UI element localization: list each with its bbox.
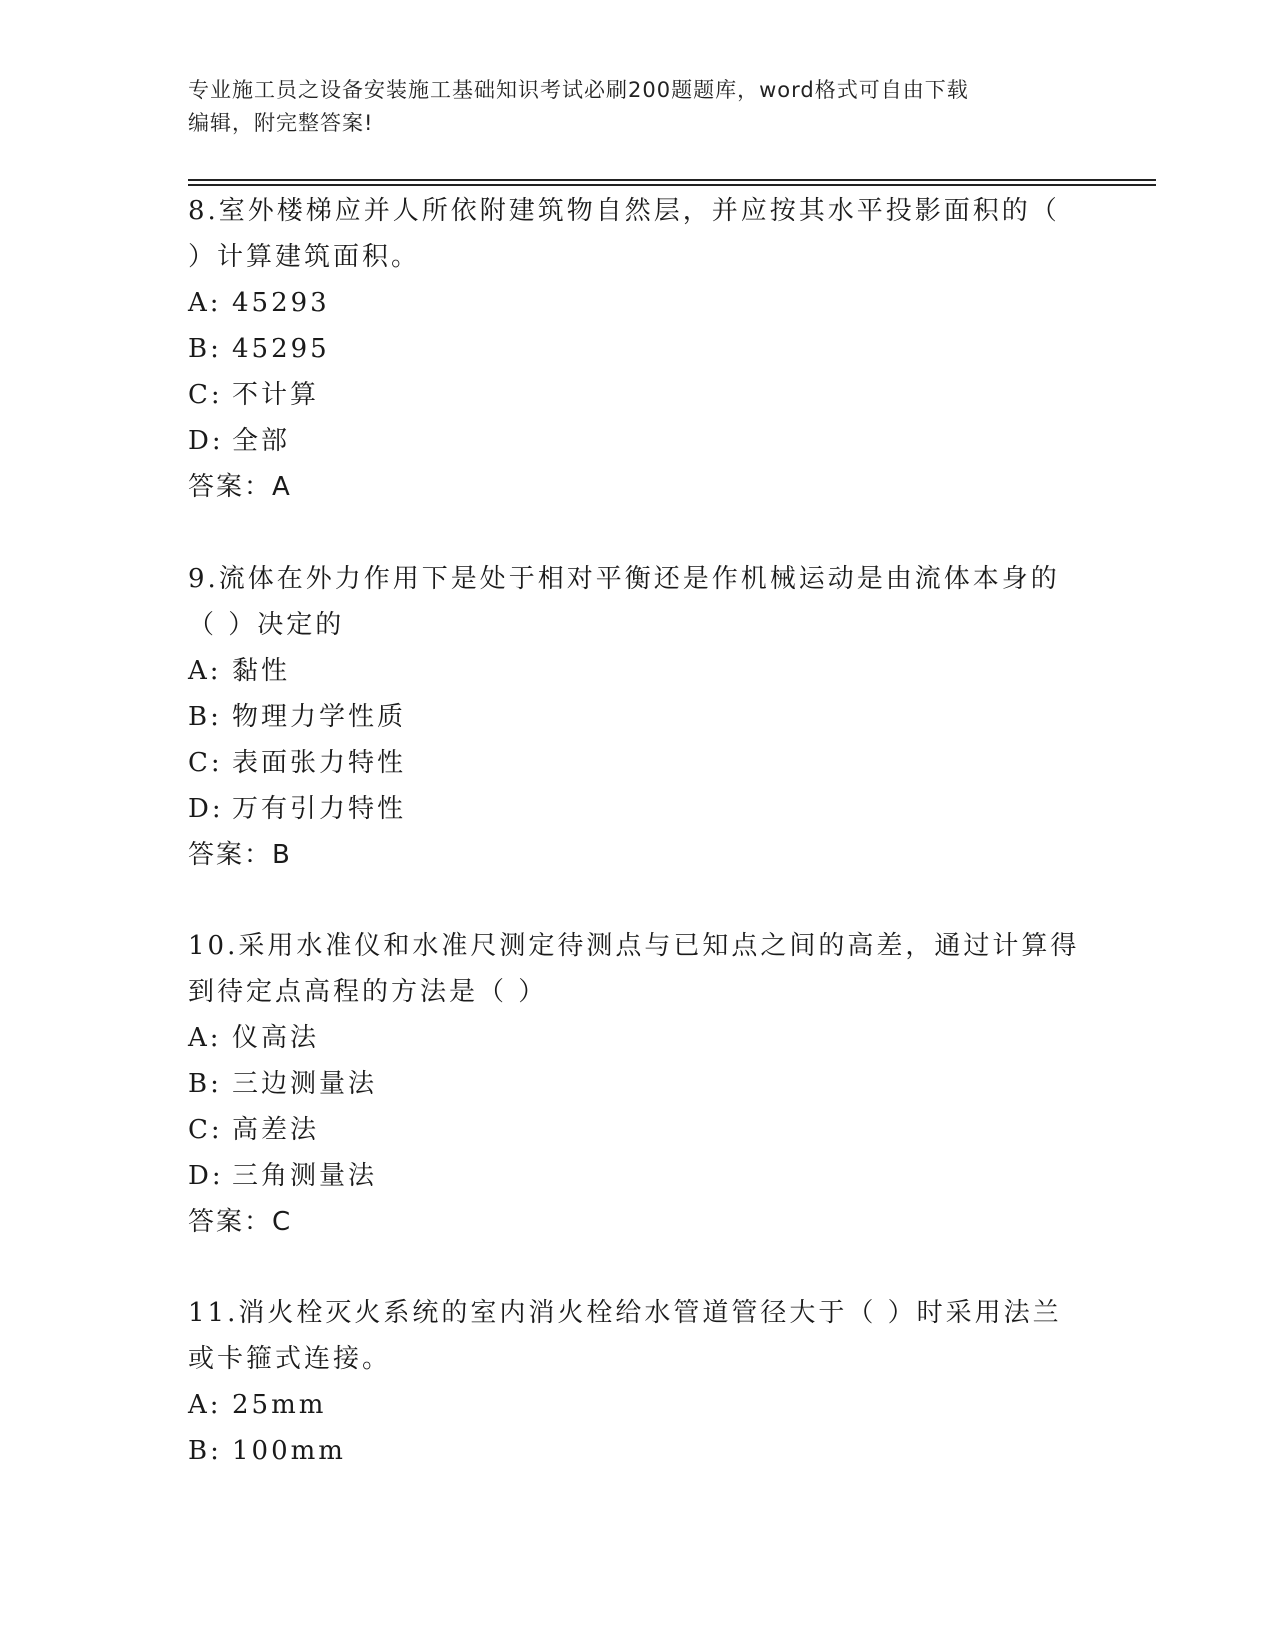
option-text: 25mm xyxy=(232,1390,327,1420)
question-11 xyxy=(188,1290,1088,1474)
option-letter: D: xyxy=(188,426,224,456)
question-9 xyxy=(188,556,1088,878)
option-text: 全部 xyxy=(232,426,291,456)
option-c xyxy=(188,372,1088,418)
option-letter: C: xyxy=(188,748,223,778)
header-title-line-2: 编辑，附完整答案! xyxy=(188,111,374,135)
answer-line: 答案：A xyxy=(188,472,292,502)
question-stem-line: 11.消火栓灭火系统的室内消火栓给水管道管径大于（ ）时采用法兰 xyxy=(188,1298,1062,1328)
option-letter: B: xyxy=(188,1436,222,1466)
option-a xyxy=(188,1015,1088,1061)
option-a xyxy=(188,648,1088,694)
option-text: 黏性 xyxy=(232,656,291,686)
question-10 xyxy=(188,923,1088,1245)
option-letter: A: xyxy=(188,288,222,318)
option-d xyxy=(188,786,1088,832)
document-header xyxy=(188,74,1088,140)
option-text: 仪高法 xyxy=(232,1023,320,1053)
option-letter: B: xyxy=(188,1069,222,1099)
option-letter: B: xyxy=(188,334,222,364)
option-letter: A: xyxy=(188,656,222,686)
option-c xyxy=(188,1107,1088,1153)
option-d xyxy=(188,418,1088,464)
question-stem-line: ）计算建筑面积。 xyxy=(188,242,421,272)
option-letter: A: xyxy=(188,1390,222,1420)
answer-line: 答案：C xyxy=(188,1207,293,1237)
question-stem-line: （ ）决定的 xyxy=(188,610,345,640)
option-text: 表面张力特性 xyxy=(232,748,407,778)
option-letter: A: xyxy=(188,1023,222,1053)
question-8 xyxy=(188,188,1088,510)
header-divider-bottom xyxy=(188,184,1156,186)
header-divider-top xyxy=(188,179,1156,181)
question-stem xyxy=(188,188,1088,280)
option-letter: D: xyxy=(188,1161,224,1191)
header-title-line-1: 专业施工员之设备安装施工基础知识考试必刷200题题库，word格式可自由下载 xyxy=(188,78,969,102)
question-stem-line: 9.流体在外力作用下是处于相对平衡还是作机械运动是由流体本身的 xyxy=(188,564,1060,594)
question-stem-line: 或卡箍式连接。 xyxy=(188,1344,392,1374)
option-text: 100mm xyxy=(232,1436,346,1466)
option-text: 高差法 xyxy=(232,1115,320,1145)
option-letter: C: xyxy=(188,380,223,410)
option-text: 三边测量法 xyxy=(232,1069,378,1099)
option-text: 物理力学性质 xyxy=(232,702,407,732)
question-stem-line: 10.采用水准仪和水准尺测定待测点与已知点之间的高差，通过计算得 xyxy=(188,931,1080,961)
option-b xyxy=(188,694,1088,740)
option-letter: C: xyxy=(188,1115,223,1145)
option-b xyxy=(188,326,1088,372)
option-letter: D: xyxy=(188,794,224,824)
option-a xyxy=(188,280,1088,326)
question-stem-line: 8.室外楼梯应并人所依附建筑物自然层，并应按其水平投影面积的（ xyxy=(188,196,1060,226)
option-letter: B: xyxy=(188,702,222,732)
option-text: 45293 xyxy=(232,288,330,318)
option-text: 不计算 xyxy=(232,380,320,410)
question-stem xyxy=(188,923,1088,1015)
question-stem-line: 到待定点高程的方法是（ ） xyxy=(188,977,548,1007)
option-text: 三角测量法 xyxy=(232,1161,378,1191)
answer-line: 答案：B xyxy=(188,840,292,870)
option-b xyxy=(188,1061,1088,1107)
option-text: 万有引力特性 xyxy=(232,794,407,824)
question-stem xyxy=(188,1290,1088,1382)
option-c xyxy=(188,740,1088,786)
option-text: 45295 xyxy=(232,334,330,364)
option-a xyxy=(188,1382,1088,1428)
option-d xyxy=(188,1153,1088,1199)
question-stem xyxy=(188,556,1088,648)
option-b xyxy=(188,1428,1088,1474)
